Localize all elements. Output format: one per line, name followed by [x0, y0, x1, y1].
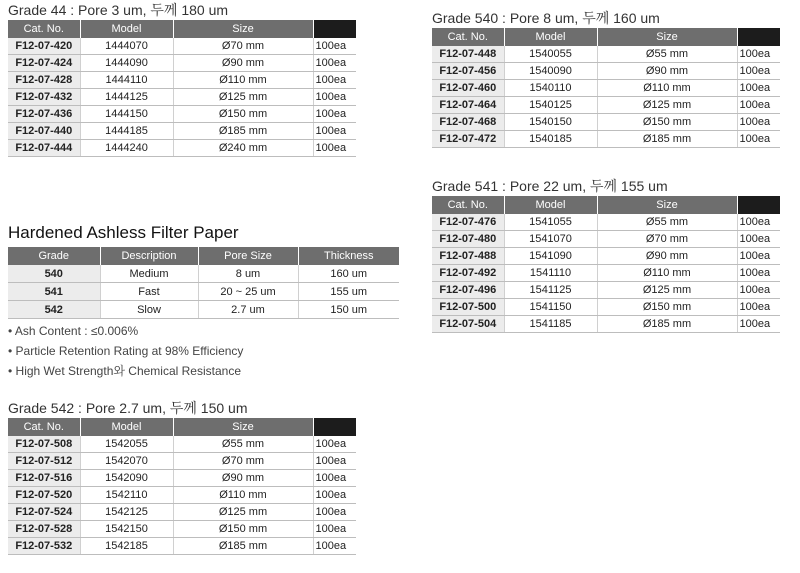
cat-no-cell: F12-07-424: [8, 55, 80, 72]
thickness-cell: 160 um: [298, 265, 399, 283]
qty-cell: 100ea: [737, 316, 780, 333]
model-cell: 1540090: [504, 63, 597, 80]
table-row: [8, 89, 356, 106]
size-cell: Ø55 mm: [173, 436, 313, 453]
cat-no-cell: F12-07-532: [8, 538, 80, 555]
model-cell: 1541090: [504, 248, 597, 265]
table-row: [8, 521, 356, 538]
description-cell: Fast: [100, 283, 198, 301]
model-cell: 1540110: [504, 80, 597, 97]
model-cell: 1444150: [80, 106, 173, 123]
pore-size-cell: 8 um: [198, 265, 298, 283]
header-thickness: Thickness: [298, 247, 399, 265]
table-row: [8, 487, 356, 504]
bullet-retention: • Particle Retention Rating at 98% Efficiency: [8, 344, 244, 358]
table-row: [8, 140, 356, 157]
table-row: [432, 214, 780, 231]
grade540-table: [432, 28, 780, 148]
header-qty: [313, 20, 356, 38]
table-header-row: [432, 196, 780, 214]
size-cell: Ø110 mm: [597, 80, 737, 97]
header-cat-no: Cat. No.: [8, 20, 80, 38]
qty-cell: 100ea: [313, 504, 356, 521]
table-row: [432, 80, 780, 97]
thickness-cell: 155 um: [298, 283, 399, 301]
table-row: [8, 123, 356, 140]
table-row: [8, 504, 356, 521]
table-row: [432, 248, 780, 265]
table-row: [8, 106, 356, 123]
cat-no-cell: F12-07-440: [8, 123, 80, 140]
header-pore-size: Pore Size: [198, 247, 298, 265]
qty-cell: 100ea: [737, 114, 780, 131]
thickness-cell: 150 um: [298, 301, 399, 319]
table-row: [432, 97, 780, 114]
model-cell: 1541070: [504, 231, 597, 248]
grade-cell: 540: [8, 265, 100, 283]
grade542-rows: [8, 436, 356, 555]
size-cell: Ø70 mm: [173, 38, 313, 55]
model-cell: 1541110: [504, 265, 597, 282]
hardened-section: [8, 223, 399, 381]
model-cell: 1444090: [80, 55, 173, 72]
cat-no-cell: F12-07-500: [432, 299, 504, 316]
cat-no-cell: F12-07-464: [432, 97, 504, 114]
model-cell: 1542150: [80, 521, 173, 538]
size-cell: Ø110 mm: [173, 72, 313, 89]
header-model: Model: [504, 28, 597, 46]
grade540-section: [432, 10, 780, 148]
table-row: [8, 538, 356, 555]
qty-cell: 100ea: [313, 89, 356, 106]
table-row: [8, 55, 356, 72]
model-cell: 1542055: [80, 436, 173, 453]
size-cell: Ø55 mm: [597, 214, 737, 231]
grade540-title: Grade 540 : Pore 8 um, 두께 160 um: [432, 10, 660, 26]
qty-cell: 100ea: [313, 487, 356, 504]
cat-no-cell: F12-07-444: [8, 140, 80, 157]
qty-cell: 100ea: [313, 55, 356, 72]
grade541-section: [432, 178, 780, 333]
hardened-table: [8, 247, 399, 319]
cat-no-cell: F12-07-496: [432, 282, 504, 299]
table-row: [8, 265, 399, 283]
qty-cell: 100ea: [313, 436, 356, 453]
grade541-title: Grade 541 : Pore 22 um, 두께 155 um: [432, 178, 668, 194]
model-cell: 1444110: [80, 72, 173, 89]
cat-no-cell: F12-07-488: [432, 248, 504, 265]
grade542-table: [8, 418, 356, 555]
cat-no-cell: F12-07-524: [8, 504, 80, 521]
table-row: [8, 453, 356, 470]
size-cell: Ø125 mm: [173, 89, 313, 106]
description-cell: Medium: [100, 265, 198, 283]
header-model: Model: [504, 196, 597, 214]
size-cell: Ø150 mm: [173, 106, 313, 123]
qty-cell: 100ea: [313, 72, 356, 89]
cat-no-cell: F12-07-516: [8, 470, 80, 487]
model-cell: 1542125: [80, 504, 173, 521]
qty-cell: 100ea: [313, 106, 356, 123]
size-cell: Ø185 mm: [597, 316, 737, 333]
cat-no-cell: F12-07-476: [432, 214, 504, 231]
model-cell: 1542090: [80, 470, 173, 487]
grade-cell: 542: [8, 301, 100, 319]
model-cell: 1540055: [504, 46, 597, 63]
qty-cell: 100ea: [313, 453, 356, 470]
table-row: [8, 283, 399, 301]
cat-no-cell: F12-07-504: [432, 316, 504, 333]
model-cell: 1540150: [504, 114, 597, 131]
size-cell: Ø90 mm: [173, 470, 313, 487]
model-cell: 1541125: [504, 282, 597, 299]
model-cell: 1444240: [80, 140, 173, 157]
model-cell: 1444125: [80, 89, 173, 106]
model-cell: 1541055: [504, 214, 597, 231]
cat-no-cell: F12-07-432: [8, 89, 80, 106]
header-size: Size: [597, 28, 737, 46]
qty-cell: 100ea: [737, 231, 780, 248]
header-qty: [313, 418, 356, 436]
model-cell: 1542070: [80, 453, 173, 470]
table-header-row: [8, 418, 356, 436]
size-cell: Ø70 mm: [597, 231, 737, 248]
model-cell: 1444070: [80, 38, 173, 55]
size-cell: Ø90 mm: [597, 248, 737, 265]
table-row: [432, 299, 780, 316]
size-cell: Ø185 mm: [173, 538, 313, 555]
qty-cell: 100ea: [737, 80, 780, 97]
qty-cell: 100ea: [737, 214, 780, 231]
table-row: [8, 470, 356, 487]
size-cell: Ø55 mm: [597, 46, 737, 63]
header-qty: [737, 28, 780, 46]
hardened-title: Hardened Ashless Filter Paper: [8, 223, 239, 242]
grade44-rows: [8, 38, 356, 157]
qty-cell: 100ea: [313, 538, 356, 555]
table-header-row: [432, 28, 780, 46]
model-cell: 1540125: [504, 97, 597, 114]
header-size: Size: [173, 20, 313, 38]
cat-no-cell: F12-07-492: [432, 265, 504, 282]
cat-no-cell: F12-07-460: [432, 80, 504, 97]
cat-no-cell: F12-07-468: [432, 114, 504, 131]
model-cell: 1541185: [504, 316, 597, 333]
qty-cell: 100ea: [737, 299, 780, 316]
qty-cell: 100ea: [313, 470, 356, 487]
size-cell: Ø70 mm: [173, 453, 313, 470]
bullet-wet-strength: • High Wet Strength와 Chemical Resistance: [8, 364, 242, 378]
grade540-rows: [432, 46, 780, 148]
table-row: [8, 436, 356, 453]
grade542-section: [8, 400, 356, 555]
size-cell: Ø150 mm: [597, 114, 737, 131]
qty-cell: 100ea: [737, 131, 780, 148]
table-row: [432, 63, 780, 80]
model-cell: 1542110: [80, 487, 173, 504]
cat-no-cell: F12-07-456: [432, 63, 504, 80]
hardened-rows: [8, 265, 399, 319]
model-cell: 1540185: [504, 131, 597, 148]
cat-no-cell: F12-07-448: [432, 46, 504, 63]
cat-no-cell: F12-07-520: [8, 487, 80, 504]
cat-no-cell: F12-07-472: [432, 131, 504, 148]
size-cell: Ø185 mm: [173, 123, 313, 140]
header-size: Size: [173, 418, 313, 436]
size-cell: Ø185 mm: [597, 131, 737, 148]
cat-no-cell: F12-07-420: [8, 38, 80, 55]
size-cell: Ø240 mm: [173, 140, 313, 157]
size-cell: Ø110 mm: [173, 487, 313, 504]
model-cell: 1541150: [504, 299, 597, 316]
grade-cell: 541: [8, 283, 100, 301]
table-row: [432, 316, 780, 333]
model-cell: 1542185: [80, 538, 173, 555]
cat-no-cell: F12-07-436: [8, 106, 80, 123]
header-description: Description: [100, 247, 198, 265]
qty-cell: 100ea: [313, 123, 356, 140]
table-row: [8, 72, 356, 89]
grade542-title: Grade 542 : Pore 2.7 um, 두께 150 um: [8, 400, 248, 416]
cat-no-cell: F12-07-508: [8, 436, 80, 453]
header-qty: [737, 196, 780, 214]
qty-cell: 100ea: [313, 38, 356, 55]
grade44-table: [8, 20, 356, 157]
grade541-table: [432, 196, 780, 333]
hardened-bullets: [8, 321, 399, 381]
header-model: Model: [80, 418, 173, 436]
cat-no-cell: F12-07-528: [8, 521, 80, 538]
table-row: [8, 301, 399, 319]
qty-cell: 100ea: [737, 63, 780, 80]
table-row: [8, 38, 356, 55]
model-cell: 1444185: [80, 123, 173, 140]
cat-no-cell: F12-07-428: [8, 72, 80, 89]
table-header-row: [8, 20, 356, 38]
header-grade: Grade: [8, 247, 100, 265]
cat-no-cell: F12-07-512: [8, 453, 80, 470]
pore-size-cell: 20 ~ 25 um: [198, 283, 298, 301]
header-cat-no: Cat. No.: [8, 418, 80, 436]
table-row: [432, 231, 780, 248]
pore-size-cell: 2.7 um: [198, 301, 298, 319]
qty-cell: 100ea: [313, 140, 356, 157]
header-model: Model: [80, 20, 173, 38]
size-cell: Ø125 mm: [173, 504, 313, 521]
bullet-ash-content: • Ash Content : ≤0.006%: [8, 324, 139, 338]
qty-cell: 100ea: [737, 97, 780, 114]
table-row: [432, 265, 780, 282]
table-row: [432, 46, 780, 63]
description-cell: Slow: [100, 301, 198, 319]
qty-cell: 100ea: [737, 248, 780, 265]
size-cell: Ø150 mm: [597, 299, 737, 316]
qty-cell: 100ea: [737, 265, 780, 282]
qty-cell: 100ea: [313, 521, 356, 538]
cat-no-cell: F12-07-480: [432, 231, 504, 248]
size-cell: Ø90 mm: [173, 55, 313, 72]
table-row: [432, 282, 780, 299]
table-row: [432, 114, 780, 131]
header-cat-no: Cat. No.: [432, 196, 504, 214]
header-cat-no: Cat. No.: [432, 28, 504, 46]
table-row: [432, 131, 780, 148]
qty-cell: 100ea: [737, 46, 780, 63]
size-cell: Ø150 mm: [173, 521, 313, 538]
size-cell: Ø110 mm: [597, 265, 737, 282]
grade541-rows: [432, 214, 780, 333]
grade44-title: Grade 44 : Pore 3 um, 두께 180 um: [8, 2, 229, 18]
size-cell: Ø90 mm: [597, 63, 737, 80]
size-cell: Ø125 mm: [597, 282, 737, 299]
table-header-row: [8, 247, 399, 265]
header-size: Size: [597, 196, 737, 214]
qty-cell: 100ea: [737, 282, 780, 299]
size-cell: Ø125 mm: [597, 97, 737, 114]
grade44-section: [8, 2, 356, 157]
